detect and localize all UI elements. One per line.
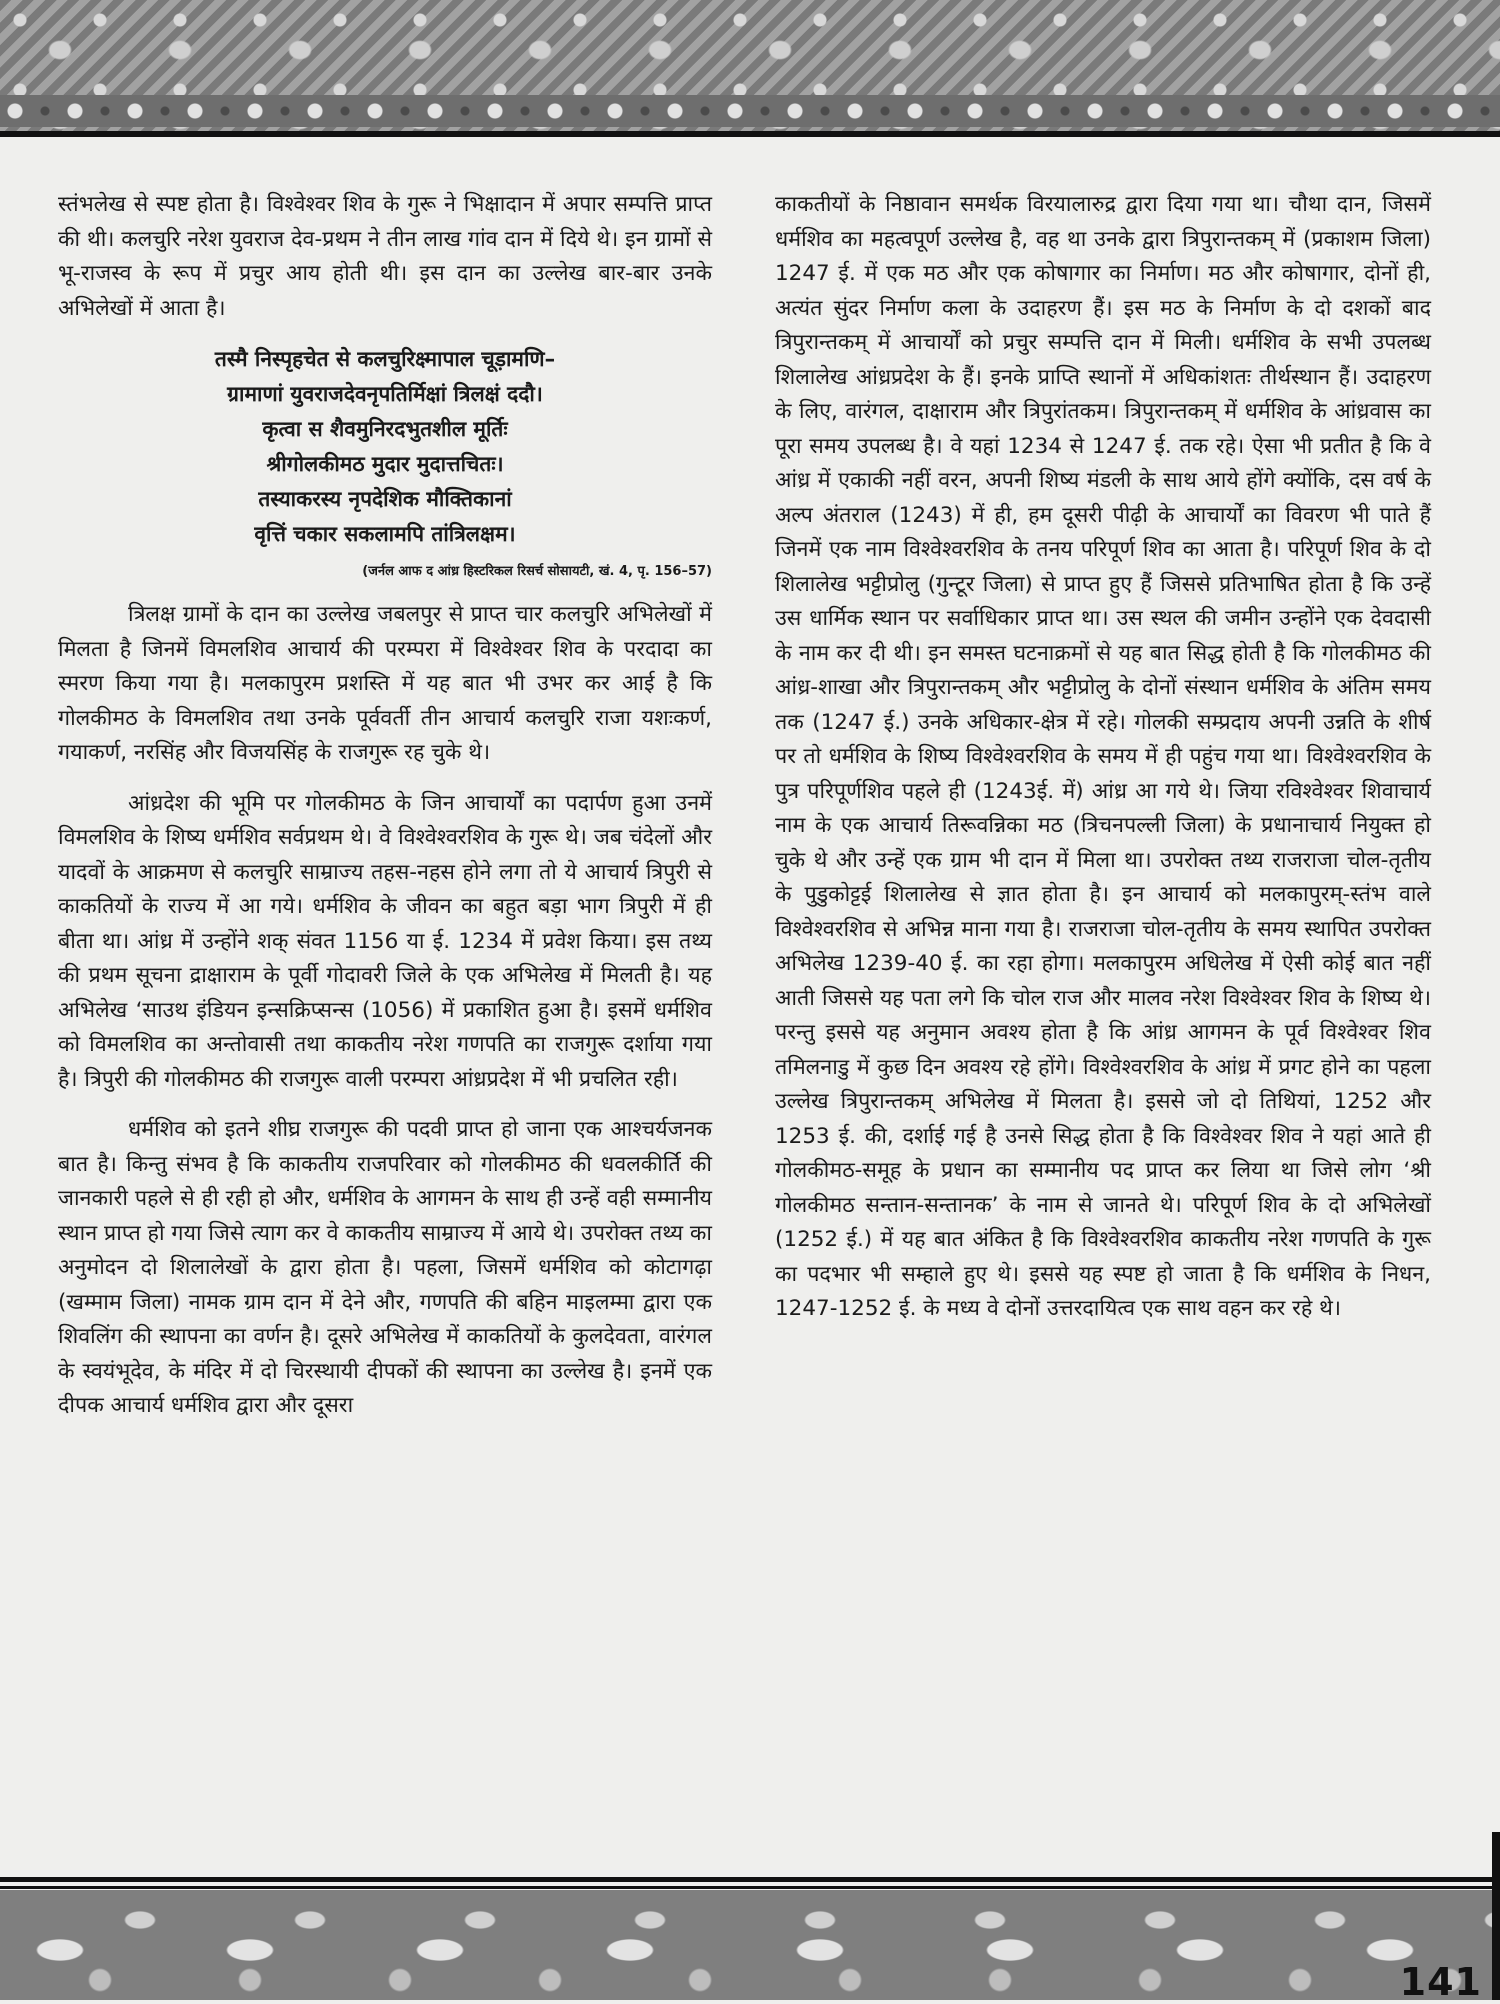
bottom-rule-thin xyxy=(0,1886,1500,1889)
verse-line: वृत्तिं चकार सकलामपि तांत्रिलक्षम। xyxy=(254,522,516,546)
decorative-bottom-border xyxy=(0,1890,1500,2000)
right-column xyxy=(775,188,1431,1343)
bottom-rule xyxy=(0,1877,1500,1882)
top-rule xyxy=(0,131,1500,137)
verse-line: तस्याकरस्य नृपदेशिक मौक्तिकानां xyxy=(258,487,512,511)
left-column xyxy=(58,188,712,1440)
verse-line: कृत्वा स शैवमुनिरदभुतशील मूर्तिः xyxy=(262,417,508,441)
intro-paragraph: स्तंभलेख से स्पष्ट होता है। विश्वेश्वर शिव के गुरू ने भिक्षादान में अपार सम्पत्ति प्राप्त की थी। कलचुरि नरेश युवराज देव-प्रथम ने तीन लाख गांव दान में दिये थे। इन ग्रामों से भू-राजस्व के रूप में प्रचुर आय होती थी। इस दान का उल्लेख बार-बार उनके अभिलेखों में आता है। xyxy=(58,192,712,321)
verse-citation: (जर्नल आफ द आंध्र हिस्टरिकल रिसर्च सोसायटी, खं. 4, पृ. 156–57) xyxy=(362,564,712,579)
body-paragraph: धर्मशिव को इतने शीघ्र राजगुरू की पदवी प्राप्त हो जाना एक आश्चर्यजनक बात है। किन्तु संभव है कि काकतीय राजपरिवार को गोलकीमठ की धवलकीर्ति की जानकारी पहले से ही रही हो और, धर्मशिव के आगमन के साथ ही उन्हें वही सम्मानीय स्थान प्राप्त हो गया जिसे त्याग कर वे काकतीय साम्राज्य में आये थे। उपरोक्त तथ्य का अनुमोदन दो शिलालेखों के द्वारा होता है। पहला, जिसमें धर्मशिव को कोटागढ़ा (खम्माम जिला) नामक ग्राम दान में देने और, गणपति की बहिन माइलम्मा द्वारा एक शिवलिंग की स्थापना का वर्णन है। दूसरे अभिलेख में काकतियों के कुलदेवता, वारंगल के स्वयंभूदेव, के मंदिर में दो चिरस्थायी दीपकों की स्थापना का उल्लेख है। इनमें एक दीपक आचार्य धर्मशिव द्वारा और दूसरा xyxy=(58,1117,712,1418)
body-paragraph: आंध्रदेश की भूमि पर गोलकीमठ के जिन आचार्यों का पदार्पण हुआ उनमें विमलशिव के शिष्य धर्मशिव सर्वप्रथम थे। वे विश्वेश्वरशिव के गुरू थे। जब चंदेलों और यादवों के आक्रमण से कलचुरि साम्राज्य तहस-नहस होने लगा तो ये आचार्य त्रिपुरी से काकतियों के राज्य में आ गये। धर्मशिव के जीवन का बहुत बड़ा भाग त्रिपुरी में ही बीता था। आंध्र में उन्होंने शक् संवत 1156 या ई. 1234 में प्रवेश किया। इस तथ्य की प्रथम सूचना द्राक्षाराम के पूर्वी गोदावरी जिले के एक अभिलेख में मिलती है। यह अभिलेख ‘साउथ इंडियन इन्सक्रिप्सन्स (1056) में प्रकाशित हुआ है। इसमें धर्मशिव को विमलशिव का अन्तोवासी तथा काकतीय नरेश गणपति का राजगुरू दर्शाया गया है। त्रिपुरी की गोलकीमठ की राजगुरू वाली परम्परा आंध्रप्रदेश में भी प्रचलित रही। xyxy=(58,790,712,1092)
verse-line: ग्रामाणां युवराजदेवनृपतिर्मिक्षां त्रिलक्षं ददौ। xyxy=(227,382,543,406)
verse-line: तस्मै निस्पृहचेत से कलचुरिक्ष्मापाल चूड़ामणि– xyxy=(214,347,556,371)
page-number: 141 xyxy=(1399,1960,1482,2004)
verse-line: श्रीगोलकीमठ मुदार मुदात्तचितः। xyxy=(266,452,504,476)
decorative-top-border xyxy=(0,0,1500,135)
decorative-top-band xyxy=(0,95,1500,127)
right-edge-bar xyxy=(1492,1832,1500,2000)
sanskrit-verse xyxy=(58,342,712,552)
body-paragraph: त्रिलक्ष ग्रामों के दान का उल्लेख जबलपुर से प्राप्त चार कलचुरि अभिलेखों में मिलता है जिनमें विमलशिव आचार्य की परम्परा में विश्वेश्वर शिव के परदादा का स्मरण किया गया है। मलकापुरम प्रशस्ति में यह बात भी उभर कर आई है कि गोलकीमठ के विमलशिव तथा उनके पूर्ववर्ती तीन आचार्य कलचुरि राजा यशःकर्ण, गयाकर्ण, नरसिंह और विजयसिंह के राजगुरू रह चुके थे। xyxy=(58,602,712,765)
body-paragraph: काकतीयों के निष्ठावान समर्थक विरयालारुद्र द्वारा दिया गया था। चौथा दान, जिसमें धर्मशिव का महत्वपूर्ण उल्लेख है, वह था उनके द्वारा त्रिपुरान्तकम् में (प्रकाशम जिला) 1247 ई. में एक मठ और एक कोषागार का निर्माण। मठ और कोषागार, दोनों ही, अत्यंत सुंदर निर्माण कला के उदाहरण हैं। इस मठ के निर्माण के दो दशकों बाद त्रिपुरान्तकम् में आचार्यों को प्रचुर सम्पत्ति दान में मिली। धर्मशिव के सभी उपलब्ध शिलालेख आंध्रप्रदेश के हैं। इनके प्राप्ति स्थानों में अधिकांशतः तीर्थस्थान हैं। उदाहरण के लिए, वारंगल, दाक्षाराम और त्रिपुरांतकम। त्रिपुरान्तकम् में धर्मशिव के आंध्रवास का पूरा समय उपलब्ध है। वे यहां 1234 से 1247 ई. तक रहे। ऐसा भी प्रतीत है कि वे आंध्र में एकाकी नहीं वरन, अपनी शिष्य मंडली के साथ आये होंगे क्योंकि, दस वर्ष के अल्प अंतराल (1243) में ही, हम दूसरी पीढ़ी के आचार्यों का विवरण भी पाते हैं जिनमें एक नाम विश्वेश्वरशिव के तनय परिपूर्ण शिव का आता है। परिपूर्ण शिव के दो शिलालेख भट्टीप्रोलु (गुन्टूर जिला) से प्राप्त हुए हैं जिससे प्रतिभाषित होता है कि उन्हें उस धार्मिक स्थान पर सर्वाधिकार प्राप्त था। उस स्थल की जमीन उन्होंने एक देवदासी के नाम कर दी थी। इन समस्त घटनाक्रमों से यह बात सिद्ध होती है कि गोलकीमठ की आंध्र-शाखा और त्रिपुरान्तकम् और भट्टीप्रोलु के दोनों संस्थान धर्मशिव के अंतिम समय तक (1247 ई.) उनके अधिकार-क्षेत्र में रहे। गोलकी सम्प्रदाय अपनी उन्नति के शीर्ष पर तो धर्मशिव के शिष्य विश्वेश्वरशिव के समय में ही पहुंच गया था। विश्वेश्वरशिव के पुत्र परिपूर्णशिव पहले ही (1243ई. में) आंध्र आ गये थे। जिया रविश्वेश्वर शिवाचार्य नाम के एक आचार्य तिरूवन्निका मठ (त्रिचनपल्ली जिला) के प्रधानाचार्य नियुक्त हो चुके थे और उन्हें एक ग्राम भी दान में मिला था। उपरोक्त तथ्य राजराजा चोल-तृतीय के पुडुकोट्टई शिलालेख से ज्ञात होता है। इन आचार्य को मलकापुरम्-स्तंभ वाले विश्वेश्वरशिव से अभिन्न माना गया है। राजराजा चोल-तृतीय के समय स्थापित उपरोक्त अभिलेख 1239-40 ई. का रहा होगा। मलकापुरम अधिलेख में ऐसी कोई बात नहीं आती जिससे यह पता लगे कि चोल राज और मालव नरेश विश्वेश्वर शिव के शिष्य थे। परन्तु इससे यह अनुमान अवश्य होता है कि आंध्र आगमन के पूर्व विश्वेश्वर शिव तमिलनाडु में कुछ दिन अवश्य रहे होंगे। विश्वेश्वरशिव के आंध्र में प्रगट होने का पहला उल्लेख त्रिपुरान्तकम् अभिलेख में मिलता है। इससे जो दो तिथियां, 1252 और 1253 ई. की, दर्शाई गई है उनसे सिद्ध होता है कि विश्वेश्वर शिव ने यहां आते ही गोलकीमठ-समूह के प्रधान का सम्मानीय पद प्राप्त कर लिया था जिसे लोग ‘श्री गोलकीमठ सन्तान-सन्तानक’ के नाम से जानते थे। परिपूर्ण शिव के दो अभिलेखों (1252 ई.) में यह बात अंकित है कि विश्वेश्वरशिव काकतीय नरेश गणपति के गुरू का पदभार भी सम्हाले हुए थे। इससे यह स्पष्ट हो जाता है कि धर्मशिव के निधन, 1247-1252 ई. के मध्य वे दोनों उत्तरदायित्व एक साथ वहन कर रहे थे। xyxy=(775,192,1431,1321)
